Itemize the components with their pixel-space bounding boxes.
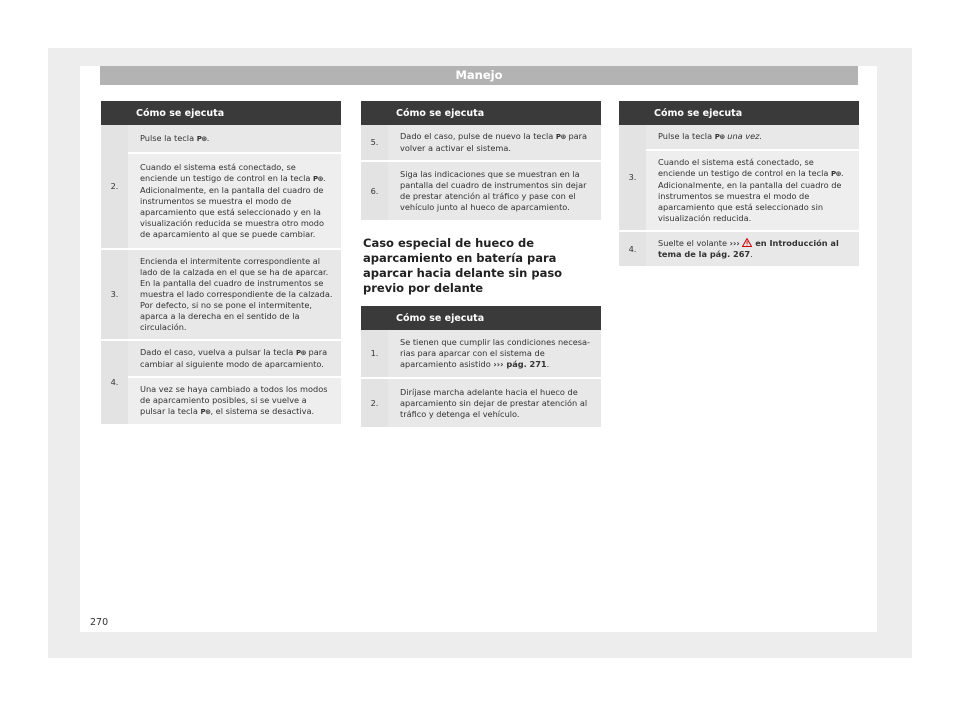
column-2 [361, 101, 601, 429]
section-title: Caso especial de hueco de aparcamiento en batería para aparcar hacia delante sin paso previo por delante [363, 236, 563, 295]
step-text: Siga las indicaciones que se muestran en la pantalla del cuadro de instrumentos sin dejar de prestar atención al tráfico y pase con el vehículo junto al hueco de aparcamiento. [388, 161, 601, 221]
table-header: Cómo se ejecuta [388, 306, 601, 330]
step-text: Diríjase marcha adelante hacia el hueco de aparcamiento sin dejar de prestar atención al tráfico y detenga el vehículo. [388, 378, 601, 428]
table-header: Cómo se ejecuta [128, 101, 341, 125]
table-row [101, 125, 341, 153]
table-header: Cómo se ejecuta [646, 101, 859, 125]
park-assist-key-icon: P⊛ [196, 134, 207, 143]
table-row [361, 330, 601, 378]
table-row [619, 231, 859, 267]
table-row [101, 377, 341, 425]
page-number: 270 [90, 617, 109, 628]
step-number: 4. [101, 340, 128, 425]
step-text: Suelte el volante ››› en Introducción al tema de la pág. 267. [646, 231, 859, 267]
column-3 [619, 101, 859, 268]
table-row [101, 340, 341, 377]
step-text: Cuando el sistema está conectado, se enciende un testigo de control en la tecla P⊛. Adicionalmente, en la pantalla del cuadro de instrumentos se muestra el modo de aparcamiento que está seleccionado y en la visualización reducida se muestra otro modo de aparcamiento al que se puede cambiar. [128, 153, 341, 249]
table-row [361, 161, 601, 221]
step-number: 3. [101, 249, 128, 340]
page-reference-link[interactable]: ››› [729, 238, 740, 248]
table-row [101, 153, 341, 249]
table-row [619, 125, 859, 150]
steps-table [361, 306, 601, 429]
steps-table [101, 101, 341, 426]
park-assist-key-icon: P⊛ [555, 133, 566, 141]
step-number: 2. [101, 125, 128, 249]
steps-table [619, 101, 859, 268]
park-assist-key-icon: P⊛ [200, 408, 211, 416]
park-assist-key-icon: P⊛ [831, 170, 842, 178]
table-header: Cómo se ejecuta [388, 101, 601, 125]
warning-triangle-icon [742, 238, 752, 247]
column-1 [101, 101, 341, 426]
park-assist-key-icon: P⊛ [714, 133, 725, 141]
step-text: Cuando el sistema está conectado, se enciende un testigo de control en la tecla P⊛. Adicionalmente, en la pantalla del cuadro de instrumentos se muestra el modo de aparcamiento que está seleccionado sin visualización reducida. [646, 150, 859, 231]
step-number: 6. [361, 161, 388, 221]
park-assist-key-icon: P⊛ [295, 349, 306, 357]
step-text: Encienda el intermitente correspondiente al lado de la calzada en el que se ha de aparcar. En la pantalla del cuadro de instrumentos se muestra el lado correspondiente de la calzada. Por defecto, si no se pone el intermitente, aparca a la derecha en el sentido de la circulación. [128, 249, 341, 340]
step-text: Dado el caso, pulse de nuevo la tecla P⊛ para volver a activar el sistema. [388, 125, 601, 161]
page-reference-link[interactable]: ››› pág. 271 [493, 359, 547, 369]
step-text: Se tienen que cumplir las condiciones necesarias para aparcar con el sistema de aparcamiento asistido ››› pág. 271. [388, 330, 601, 378]
step-text: Pulse la tecla P⊛ una vez. [646, 125, 859, 150]
step-text: Pulse la tecla P⊛. [128, 125, 341, 153]
step-number: 1. [361, 330, 388, 378]
table-row [361, 378, 601, 428]
park-assist-key-icon: P⊛ [313, 175, 324, 183]
step-number: 2. [361, 378, 388, 428]
steps-table [361, 101, 601, 222]
step-text: Una vez se haya cambiado a todos los modos de aparcamiento posibles, si se vuelve a pulsar la tecla P⊛, el sistema se desactiva. [128, 377, 341, 425]
table-row [101, 249, 341, 340]
table-row [361, 125, 601, 161]
step-number: 5. [361, 125, 388, 161]
topic-reference-link[interactable]: en Introducción al tema de la pág. 267 [658, 238, 839, 259]
step-number: 4. [619, 231, 646, 267]
step-number: 3. [619, 125, 646, 231]
section-header: Manejo [100, 66, 858, 85]
step-text: Dado el caso, vuelva a pulsar la tecla P⊛ para cambiar al siguiente modo de aparcamiento. [128, 340, 341, 377]
table-row [619, 150, 859, 231]
